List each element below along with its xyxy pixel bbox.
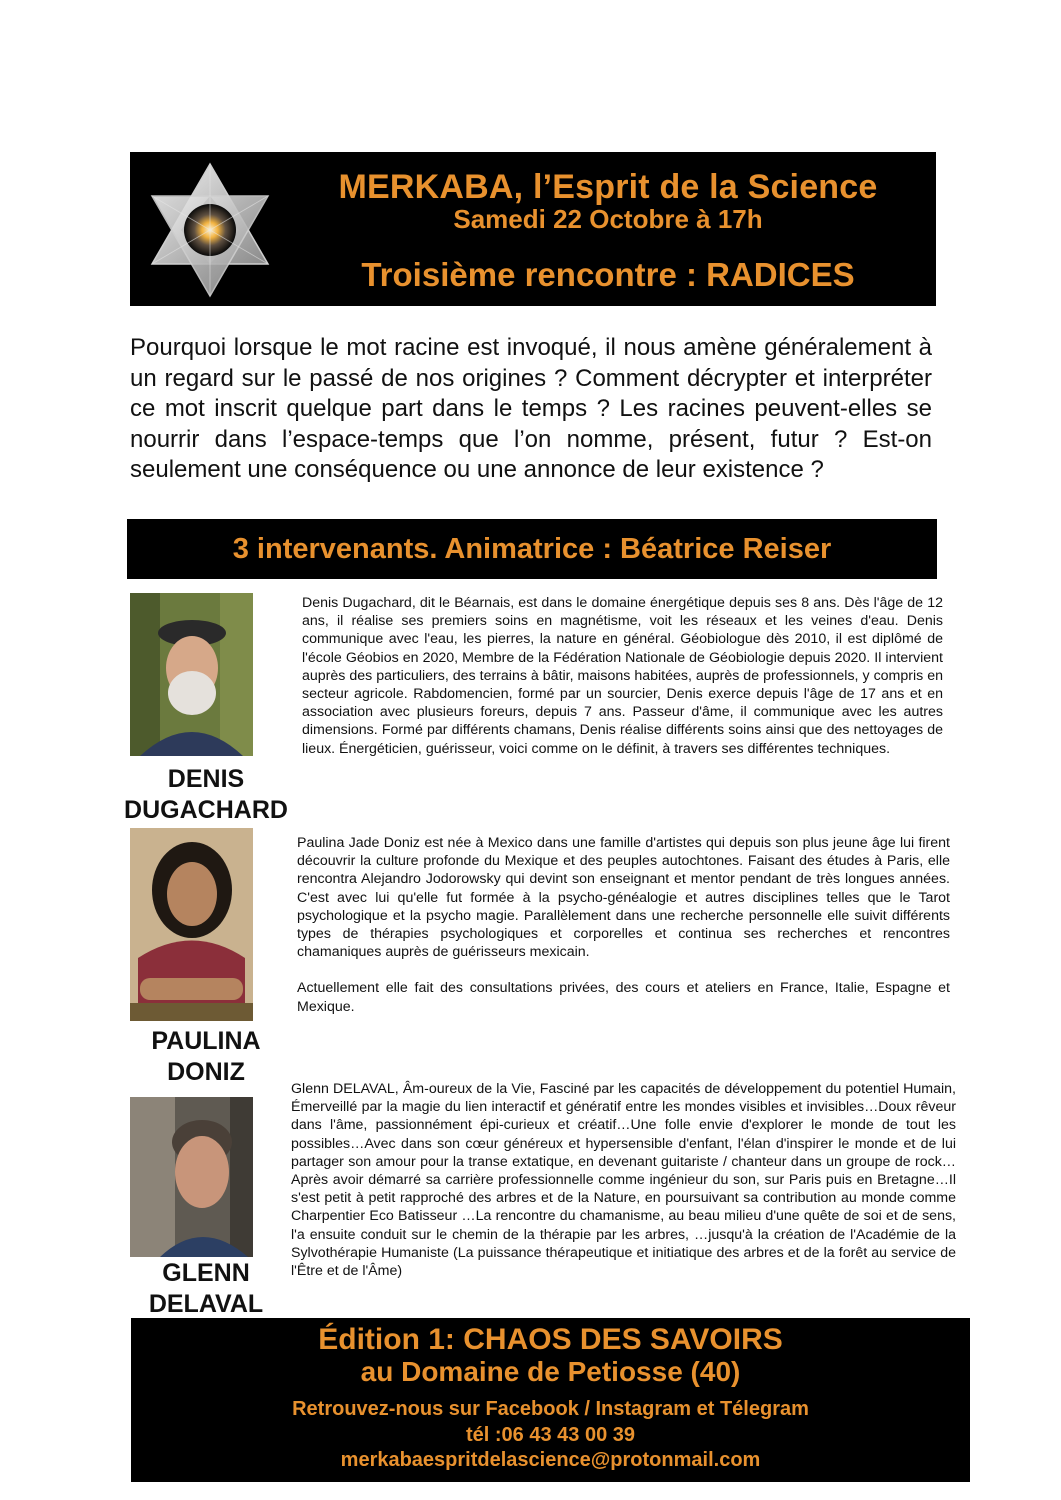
speaker-name-line2: DONIZ bbox=[167, 1058, 245, 1086]
speaker-name-line1: PAULINA bbox=[151, 1027, 261, 1055]
speaker-photo-paulina bbox=[130, 828, 253, 1021]
email-address: merkabaespritdelascience@protonmail.com bbox=[340, 1449, 761, 1471]
intro-paragraph: Pourquoi lorsque le mot racine est invoqué, il nous amène généralement à un regard sur le passé de nos origines ? Comment décrypter et interpréter ce mot inscrit quelque part dans le temps ? Les racines peuvent-elles se nourrir dans l’espace-temps que l’on nomme, présent, futur ? Est-on seulement une conséquence ou une annonce de leur existence ? bbox=[130, 334, 932, 483]
bio-paragraph-2: Actuellement elle fait des consultations privées, des cours et ateliers en France, Italie, Espagne et Mexique. bbox=[297, 980, 950, 1015]
bio-paragraph: Paulina Jade Doniz est née à Mexico dans une famille d'artistes qui depuis son plus jeune âge lui firent découvrir la culture profonde du Mexique et des peuples autochtones. Faisant des études à Paris, elle rencontra Alejandro Jodorowsky qui devint son enseignant et mentor pendant de très longues années. C'est avec lui qu'elle fut formée à la psycho-généalogie et autres disciplines telles que le Tarot psychologique et la psycho magie. Parallèlement dans une recherche personnelle elle suivit différents types de thérapies psychologiques et corporelles et continua ses recherches et rencontres chamaniques auprès de guérisseurs mexicain. bbox=[297, 835, 950, 961]
bio-paragraph: Glenn DELAVAL, Âm-oureux de la Vie, Fasciné par les capacités de développement du potentiel Humain, Émerveillé par la magie du lien interactif et génératif entre les mondes visibles et invisibles…Doux rêveur dans l'âme, passionnément épi-curieux et créatif…Une folle envie d'explorer le monde de tout les possibles…Avec dans son cœur généreux et hypersensible d'enfant, l'élan d'inspirer le monde et de lui partager son amour pour la transe extatique, en devenant guitariste / chanteur dans un groupe de rock…Après avoir démarré sa carrière professionnelle comme ingénieur du son, sur Paris puis en Bretagne…Il s'est petit à petit rapproché des arbres et de la Nature, en poursuivant sa contribution au monde comme Charpentier Eco Batisseur …La rencontre du chamanisme, au beau milieu d'une quête de soi et de sens, l'a ensuite conduit sur le chemin de la thérapie par les arbres, …jusqu'à la création de l'Académie de la Sylvothérapie Humaniste (La puissance thérapeutique et initiatique des arbres et de la forêt au service de l'Être et de l'Âme) bbox=[291, 1081, 956, 1280]
bio-paragraph: Denis Dugachard, dit le Béarnais, est dans le domaine énergétique depuis ses 8 ans. Dès l'âge de 12 ans, il réalise ses premiers soins en magnétisme, voit les réseaux et les veines d'eau. Denis communique avec l'eau, les pierres, la nature en général. Géobiologue dès 2010, il est diplômé de l'école Géobios en 2020, Membre de la Fédération Nationale de Géobiologie depuis 2020. Il intervient auprès des particuliers, des terrains à bâtir, maisons habitées, auprès de professionnels, y compris en secteur agricole. Rabdomencien, formé par un sourcier, Denis exerce depuis l'âge de 17 ans et en association avec plusieurs foreurs, depuis 7 ans. Passeur d'âme, il communique avec les autres dimensions. Formé par différents chamans, Denis réalise différents soins ainsi que des nettoyages de lieux. Énergéticien, guérisseur, voici comme on le définit, à travers ses différentes techniques. bbox=[302, 595, 943, 757]
speaker-photo-denis bbox=[130, 593, 253, 756]
event-date: Samedi 22 Octobre à 17h bbox=[453, 204, 763, 234]
speaker-photo-glenn bbox=[130, 1097, 253, 1257]
speaker-name-line1: DENIS bbox=[167, 765, 245, 793]
edition-title: Édition 1: CHAOS DES SAVOIRS bbox=[318, 1323, 783, 1356]
speaker-name-denis bbox=[118, 764, 294, 826]
social-text: Retrouvez-nous sur Facebook / Instagram et Télegram bbox=[292, 1398, 809, 1420]
speaker-bio-denis bbox=[302, 594, 943, 758]
speaker-name-paulina bbox=[118, 1026, 294, 1088]
event-title: MERKABA, l’Esprit de la Science bbox=[338, 168, 878, 206]
speakers-band: 3 intervenants. Animatrice : Béatrice Reiser bbox=[127, 519, 937, 579]
venue: au Domaine de Petiosse (40) bbox=[360, 1356, 741, 1387]
phone-number: tél :06 43 43 00 39 bbox=[465, 1424, 635, 1446]
header-banner bbox=[130, 152, 936, 306]
event-subtitle: Troisième rencontre : RADICES bbox=[361, 256, 855, 293]
speaker-name-glenn bbox=[118, 1258, 294, 1320]
speaker-name-line1: GLENN bbox=[162, 1259, 250, 1287]
footer-banner bbox=[131, 1318, 970, 1482]
merkaba-star-icon bbox=[144, 160, 276, 300]
speaker-bio-paulina bbox=[297, 834, 950, 1016]
speaker-name-line2: DUGACHARD bbox=[124, 796, 288, 824]
speaker-bio-glenn bbox=[291, 1080, 956, 1280]
speaker-name-line2: DELAVAL bbox=[148, 1290, 264, 1318]
